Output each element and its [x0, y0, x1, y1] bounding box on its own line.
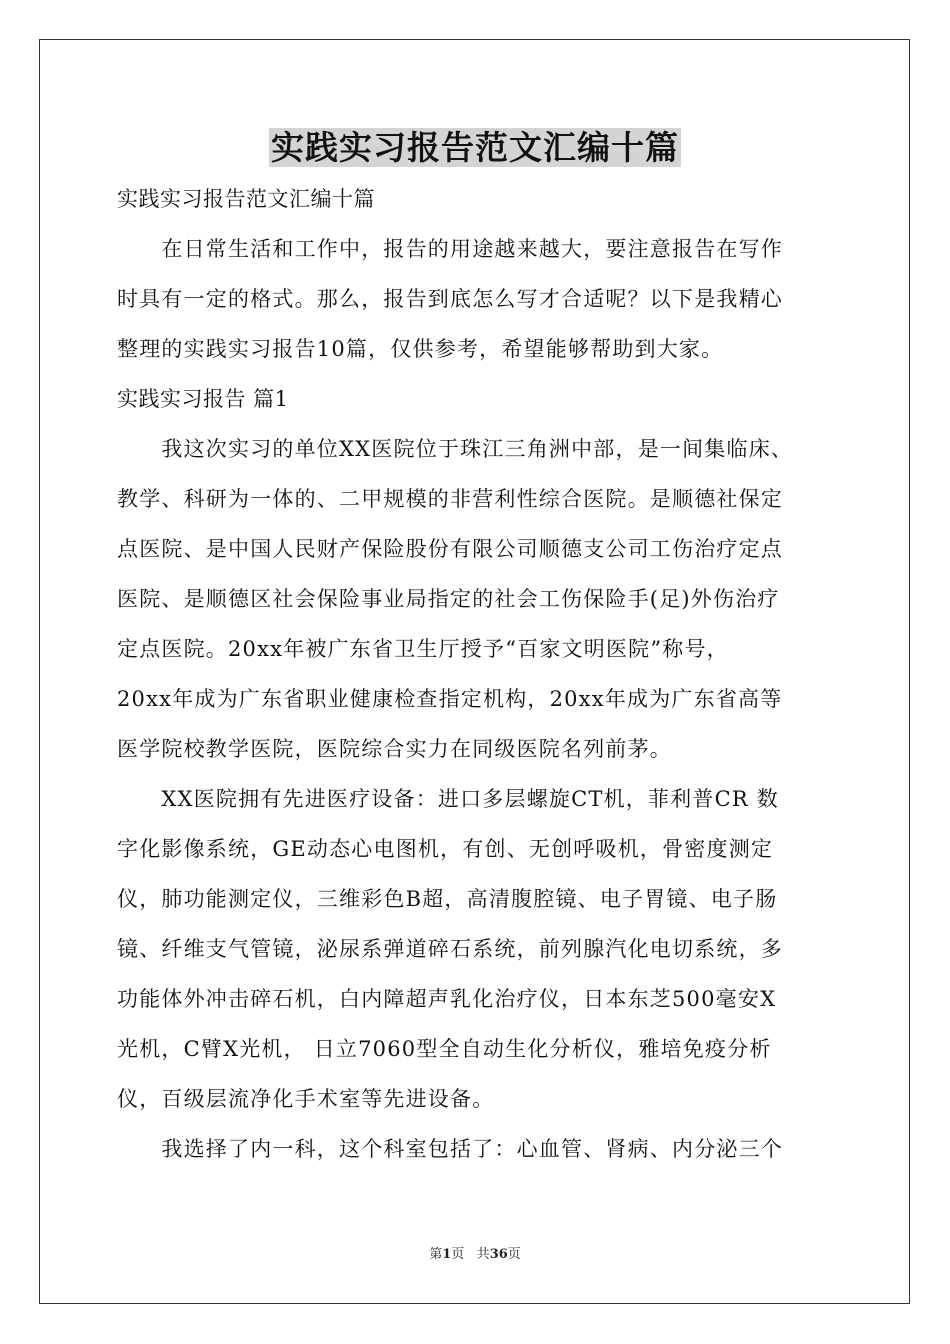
paragraph-line: 医学院校教学医院，医院综合实力在同级医院名列前茅。 [117, 737, 672, 761]
paragraph-line: 镜、纤维支气管镜，泌尿系弹道碎石系统，前列腺汽化电切系统，多 [117, 937, 783, 961]
paragraph-line: XX医院拥有先进医疗设备：进口多层螺旋CT机，菲利普CR 数 [117, 787, 779, 811]
paragraph-line: 定点医院。20xx年被广东省卫生厅授予“百家文明医院”称号， [117, 637, 729, 661]
total-unit: 页 [507, 1247, 521, 1262]
paragraph-line: 字化影像系统，GE动态心电图机，有创、无创呼吸机，骨密度测定 [117, 837, 774, 861]
section-heading: 实践实习报告 篇1 [117, 387, 289, 411]
paragraph-line: 时具有一定的格式。那么，报告到底怎么写才合适呢？以下是我精心 [117, 287, 783, 311]
paragraph-line: 仪，肺功能测定仪，三维彩色B超，高清腹腔镜、电子胃镜、电子肠 [117, 887, 778, 911]
paragraph-line: 在日常生活和工作中，报告的用途越来越大，要注意报告在写作 [117, 237, 783, 261]
page-unit: 页 [451, 1247, 465, 1262]
document-title [0, 126, 950, 170]
document-title-text: 实践实习报告范文汇编十篇 [271, 128, 679, 167]
page-footer [0, 1246, 950, 1264]
paragraph-line: 我这次实习的单位XX医院位于珠江三角洲中部，是一间集临床、 [117, 437, 794, 461]
paragraph-line: 医院、是顺德区社会保险事业局指定的社会工伤保险手(足)外伤治疗 [117, 587, 780, 611]
paragraph-line: 点医院、是中国人民财产保险股份有限公司顺德支公司工伤治疗定点 [117, 537, 783, 561]
paragraph-line: 仪，百级层流净化手术室等先进设备。 [117, 1087, 495, 1111]
document-body [117, 181, 841, 1181]
paragraph-line: 光机，C臂X光机， 日立7060型全自动生化分析仪，雅培免疫分析 [117, 1037, 772, 1061]
total-page-count: 36 [489, 1247, 508, 1262]
paragraph-line: 功能体外冲击碎石机，白内障超声乳化治疗仪，日本东芝500毫安X [117, 987, 777, 1011]
total-prefix: 共 [476, 1247, 490, 1262]
paragraph-line: 20xx年成为广东省职业健康检查指定机构，20xx年成为广东省高等 [117, 687, 783, 711]
subtitle-line: 实践实习报告范文汇编十篇 [117, 187, 375, 211]
paragraph-line: 整理的实践实习报告10篇，仅供参考，希望能够帮助到大家。 [117, 337, 724, 361]
paragraph-line: 教学、科研为一体的、二甲规模的非营利性综合医院。是顺德社保定 [117, 487, 783, 511]
paragraph-line: 我选择了内一科，这个科室包括了：心血管、肾病、内分泌三个 [117, 1137, 783, 1161]
current-page-number: 1 [442, 1247, 452, 1262]
page-prefix: 第 [429, 1247, 443, 1262]
